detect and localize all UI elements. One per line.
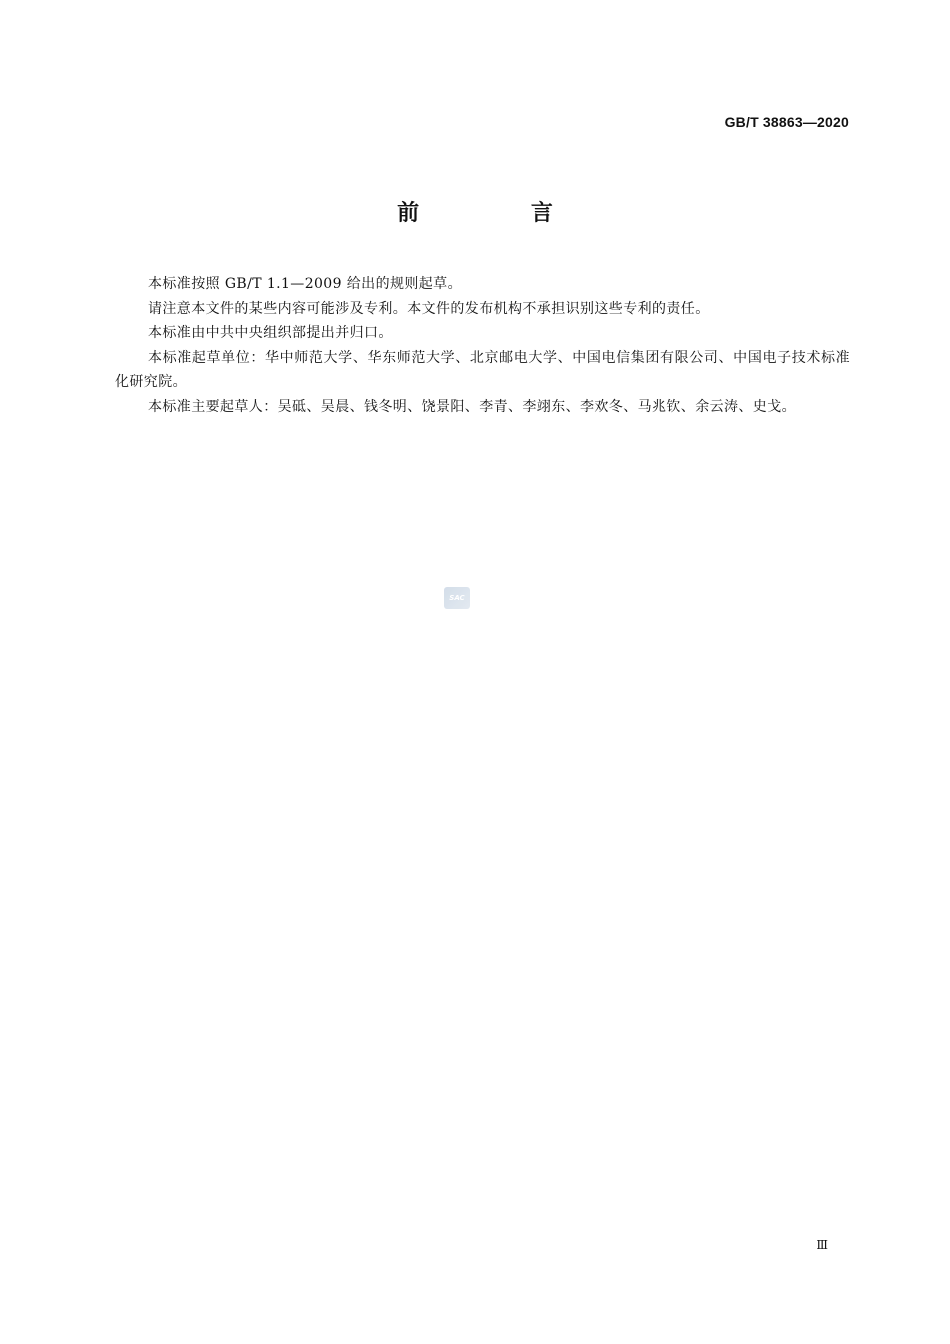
- paragraph-proposer: 本标准由中共中央组织部提出并归口。: [148, 325, 393, 341]
- foreword-body: [115, 272, 850, 419]
- paragraph-patent-notice: 请注意本文件的某些内容可能涉及专利。本文件的发布机构不承担识别这些专利的责任。: [148, 300, 710, 317]
- sac-watermark-logo: SAC: [444, 587, 470, 609]
- paragraph-drafting-rules: 本标准按照 GB/T 1.1—2009 给出的规则起草。: [148, 276, 462, 292]
- standard-code: GB/T 38863—2020: [724, 114, 849, 130]
- paragraph-drafters: 本标准主要起草人：吴砥、吴晨、钱冬明、饶景阳、李青、李翊东、李欢冬、马兆钦、余云涛、史戈。: [148, 398, 796, 415]
- page-number: Ⅲ: [816, 1238, 828, 1252]
- page-title: 前 言: [397, 201, 605, 226]
- paragraph-drafting-units: 本标准起草单位：华中师范大学、华东师范大学、北京邮电大学、中国电信集团有限公司、中国电子技术标准化研究院。: [115, 349, 850, 390]
